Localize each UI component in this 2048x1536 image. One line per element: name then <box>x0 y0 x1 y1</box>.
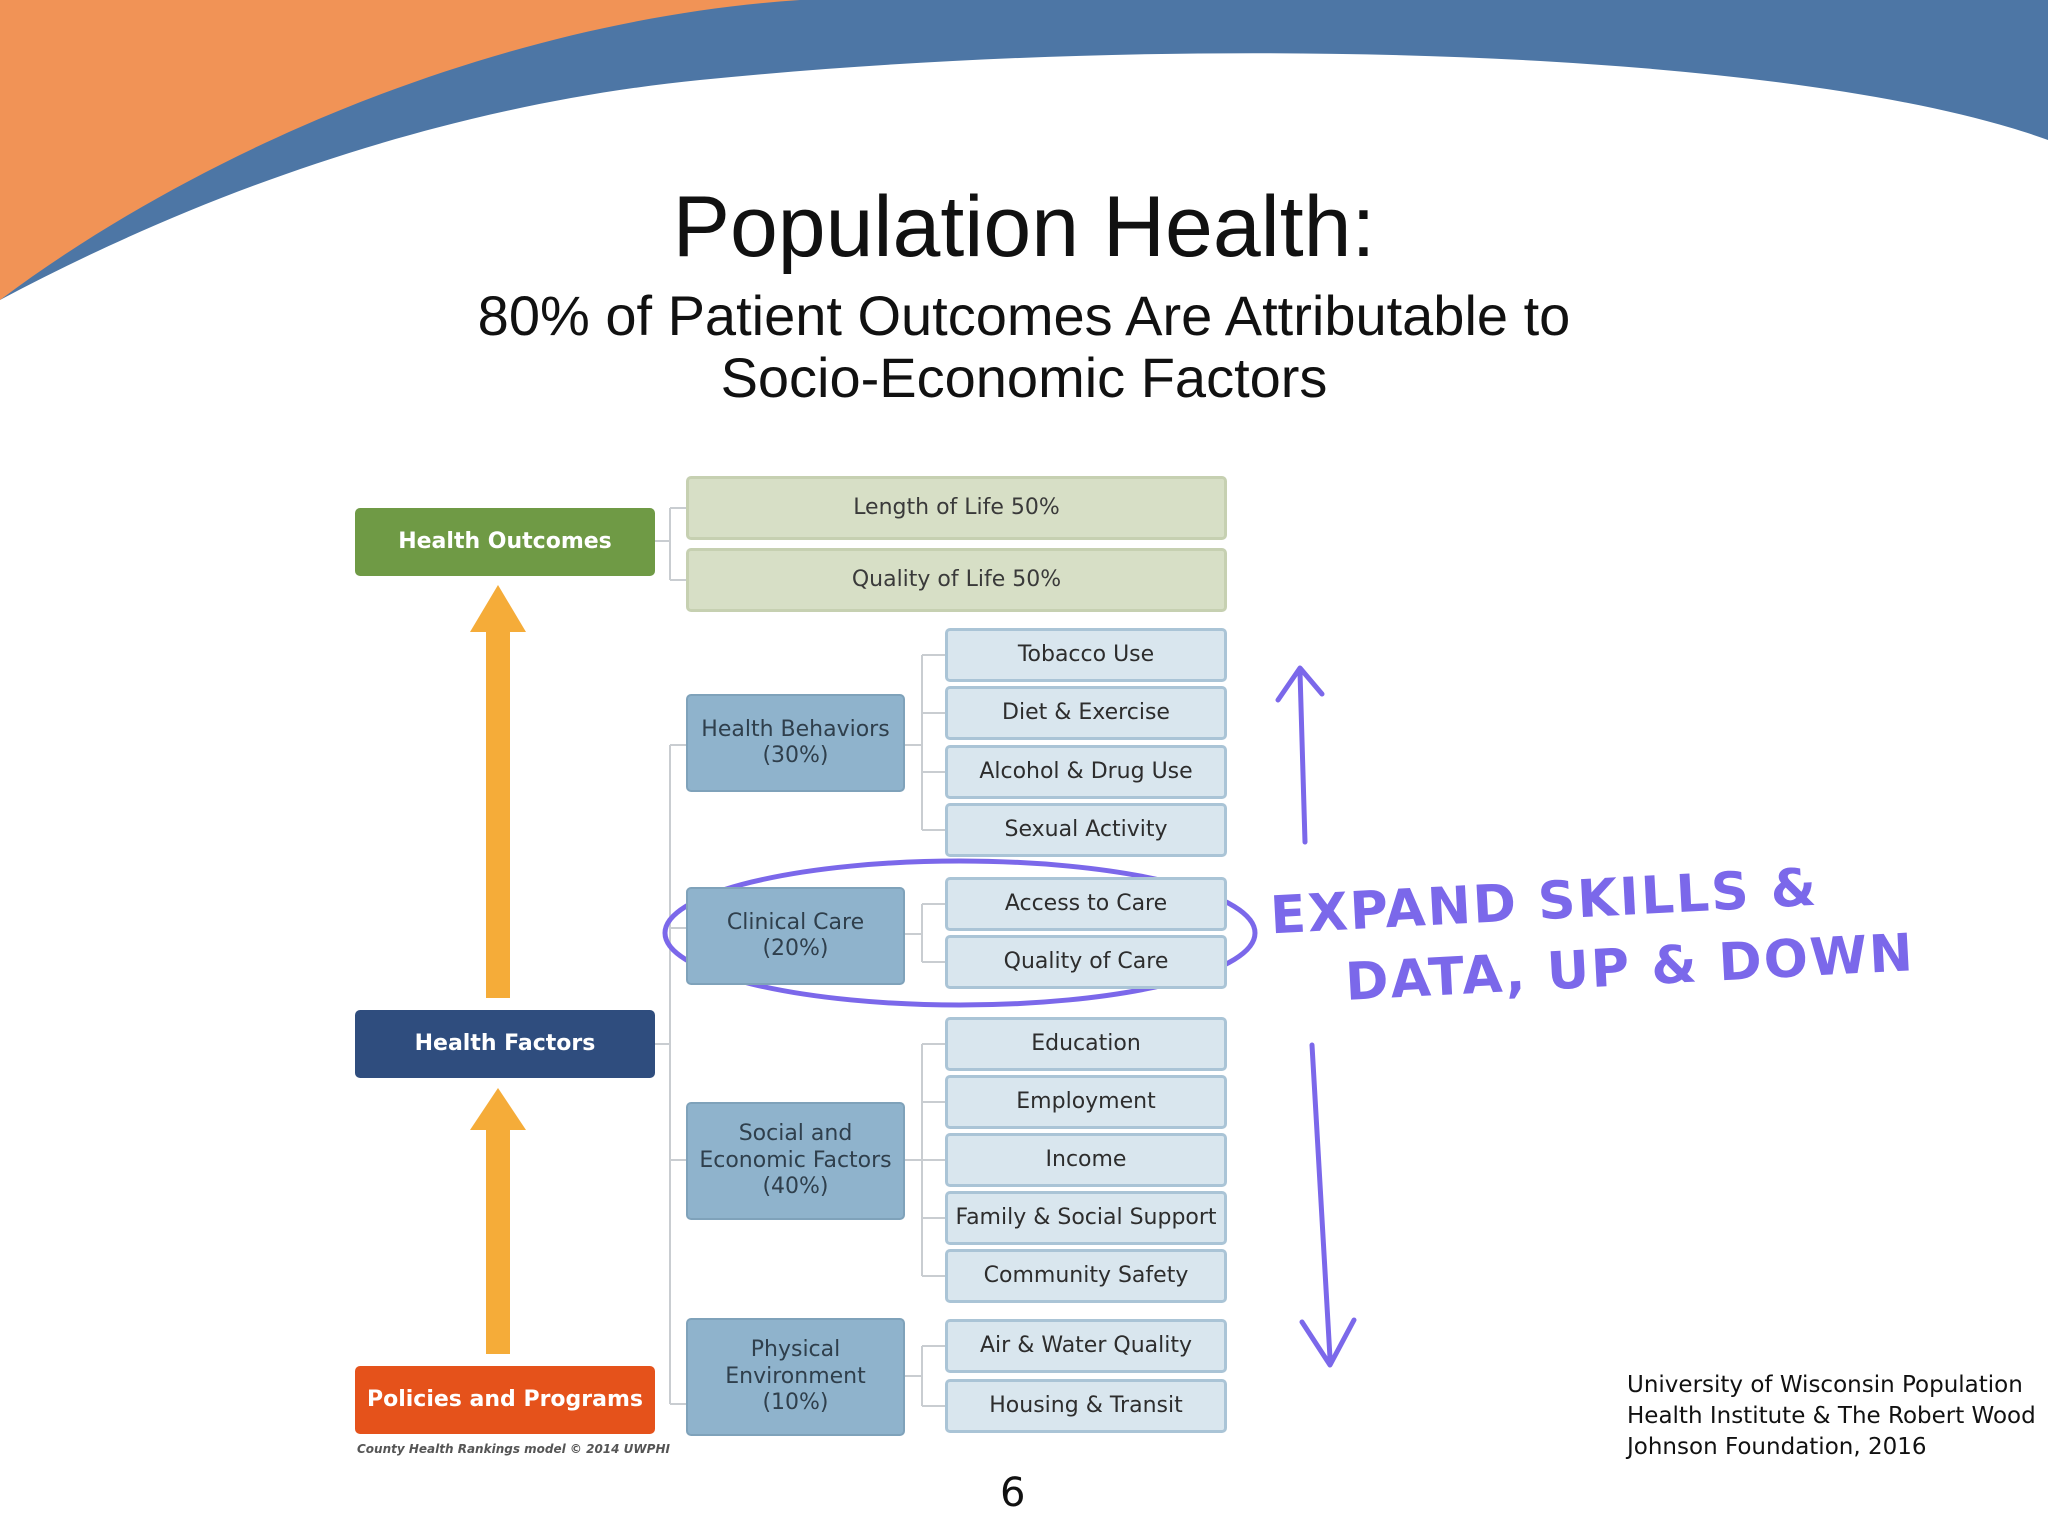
education-box: Education <box>945 1017 1227 1071</box>
credit-line3: Johnson Foundation, 2016 <box>1627 1434 1927 1461</box>
down-arrow-stroke <box>1302 1045 1354 1365</box>
physical-environment-label-2: Environment <box>725 1363 866 1389</box>
clinical-care-label: Clinical Care <box>726 909 865 935</box>
physical-environment-box <box>686 1318 905 1436</box>
length-of-life-box: Length of Life 50% <box>686 476 1227 540</box>
employment-box: Employment <box>945 1075 1227 1129</box>
health-behaviors-pct: (30%) <box>762 743 829 768</box>
diet-exercise-box: Diet & Exercise <box>945 686 1227 740</box>
slide-title: Population Health: <box>672 179 1376 275</box>
page-number: 6 <box>1000 1470 1026 1516</box>
alcohol-drug-use-box: Alcohol & Drug Use <box>945 745 1227 799</box>
health-factors-box: Health Factors <box>355 1010 655 1078</box>
slide-subtitle-line2: Socio-Economic Factors <box>720 346 1328 409</box>
access-to-care-box: Access to Care <box>945 877 1227 931</box>
clinical-care-pct: (20%) <box>762 936 829 961</box>
health-outcomes-box: Health Outcomes <box>355 508 655 576</box>
policies-programs-box: Policies and Programs <box>355 1366 655 1434</box>
income-box: Income <box>945 1133 1227 1187</box>
physical-environment-pct: (10%) <box>762 1390 829 1416</box>
clinical-care-box <box>686 887 905 985</box>
tobacco-use-box: Tobacco Use <box>945 628 1227 682</box>
quality-of-care-box: Quality of Care <box>945 935 1227 989</box>
upward-arrows <box>470 585 526 1354</box>
credit-line2: Health Institute & The Robert Wood <box>1627 1403 2036 1430</box>
family-social-support-box: Family & Social Support <box>945 1191 1227 1245</box>
social-economic-pct: (40%) <box>762 1174 829 1200</box>
social-economic-label-1: Social and <box>738 1121 853 1147</box>
air-water-quality-box: Air & Water Quality <box>945 1319 1227 1373</box>
community-safety-box: Community Safety <box>945 1249 1227 1303</box>
health-behaviors-label: Health Behaviors <box>701 716 890 742</box>
credit-line1: University of Wisconsin Population <box>1627 1372 2023 1398</box>
quality-of-life-box: Quality of Life 50% <box>686 548 1227 612</box>
model-caption: County Health Rankings model © 2014 UWPHI <box>357 1442 670 1456</box>
annotation-line2: DATA, UP & DOWN <box>1343 923 1917 1013</box>
social-economic-label-2: Economic Factors <box>699 1147 892 1173</box>
annotation-line1: EXPAND SKILLS & <box>1268 857 1820 947</box>
physical-environment-label-1: Physical <box>750 1337 841 1363</box>
social-economic-box <box>686 1102 905 1220</box>
sexual-activity-box: Sexual Activity <box>945 803 1227 857</box>
up-arrow-stroke <box>1278 668 1322 842</box>
slide-subtitle-line1: 80% of Patient Outcomes Are Attributable to <box>477 284 1571 347</box>
health-behaviors-box <box>686 694 905 792</box>
source-credit <box>1627 1370 2036 1463</box>
housing-transit-box: Housing & Transit <box>945 1379 1227 1433</box>
